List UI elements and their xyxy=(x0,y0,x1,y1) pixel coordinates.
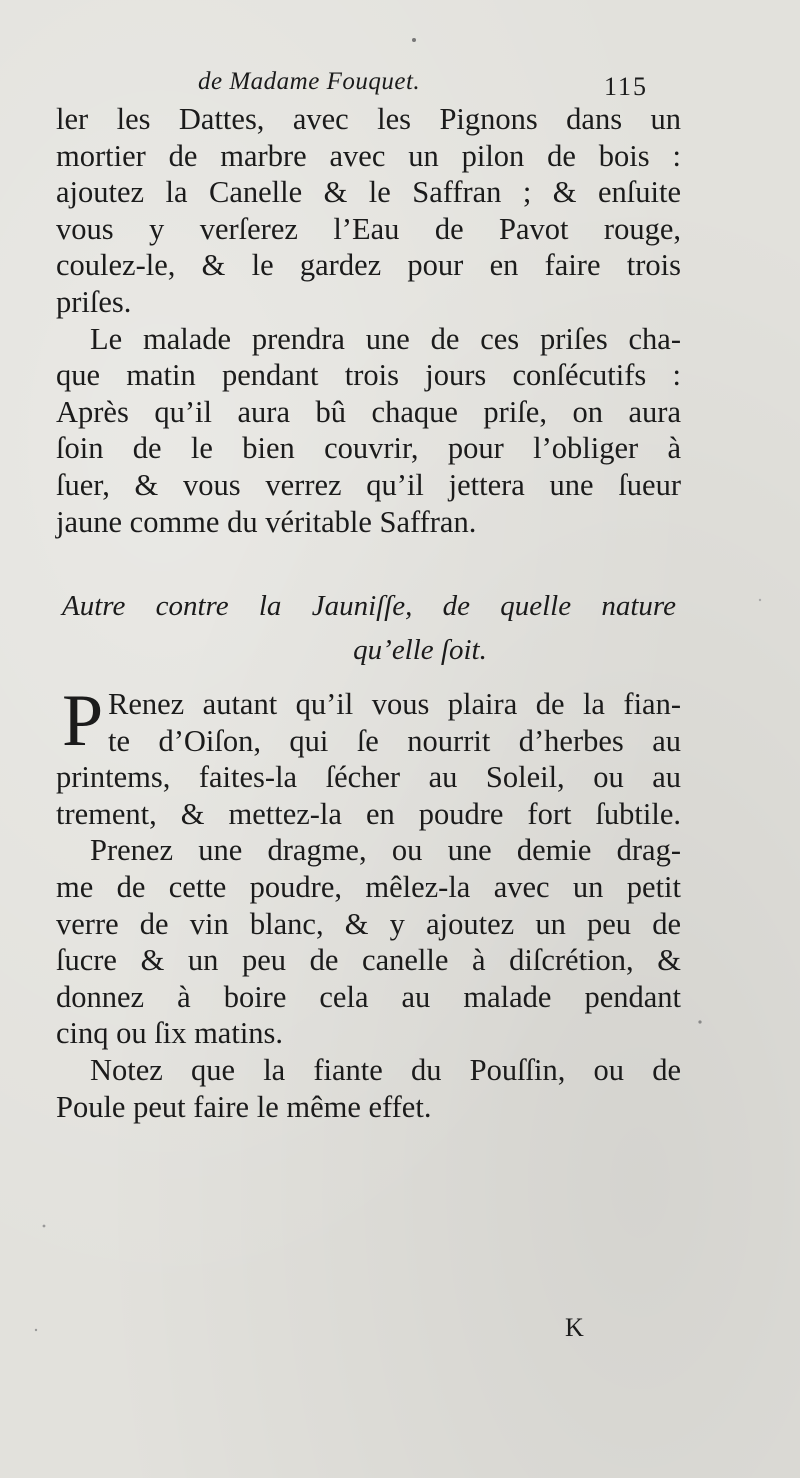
text-line: Prenez une dragme, ou une demie drag- xyxy=(90,833,681,868)
text-line: Renez autant qu’il vous plaira de la fian- xyxy=(108,687,681,721)
text-line: jaune comme du véritable Saffran. xyxy=(56,504,477,539)
text-line: Notez que la fiante du Pouſſin, ou de xyxy=(90,1052,681,1087)
text-line: verre de vin blanc, & y ajoutez un peu de xyxy=(56,906,681,941)
text-line: que matin pendant trois jours conſécutifs : xyxy=(56,358,681,393)
text-line: ſucre & un peu de canelle à diſcrétion, & xyxy=(56,943,681,978)
running-head xyxy=(0,62,800,102)
text-line: printems, faites-la ſécher au Soleil, ou au xyxy=(56,760,681,795)
text-line: cinq ou ſix matins. xyxy=(56,1016,284,1051)
text-line: te d’Oiſon, qui ſe nourrit d’herbes au xyxy=(108,723,681,758)
text-line: Poule peut faire le même effet. xyxy=(56,1089,432,1124)
body-text-bottom xyxy=(56,680,681,1125)
heading-line-1: Autre contre la Jauniſſe, de quelle nature xyxy=(62,590,676,622)
text-line: Le malade prendra une de ces priſes cha- xyxy=(90,321,681,356)
text-line: coulez-le, & le gardez pour en faire trois xyxy=(56,248,681,283)
page-number: 115 xyxy=(604,72,649,101)
text-line: priſes. xyxy=(56,284,132,319)
text-line: ſuer, & vous verrez qu’il jettera une ſueur xyxy=(56,467,681,502)
text-line: ajoutez la Canelle & le Saffran ; & enſuite xyxy=(56,175,681,210)
text-line: Après qu’il aura bû chaque priſe, on aura xyxy=(56,394,681,429)
text-line: me de cette poudre, mêlez-la avec un petit xyxy=(56,869,681,904)
catchword: K xyxy=(565,1313,584,1342)
text-line: ler les Dattes, avec les Pignons dans un xyxy=(56,102,681,136)
text-line: mortier de marbre avec un pilon de bois : xyxy=(56,138,681,173)
text-line: donnez à boire cela au malade pendant xyxy=(56,979,681,1014)
text-line: vous y verſerez l’Eau de Pavot rouge, xyxy=(56,211,681,246)
text-line: trement, & mettez-la en poudre fort ſubtile. xyxy=(56,796,681,831)
drop-cap: P xyxy=(62,680,104,762)
running-title: de Madame Fouquet. xyxy=(198,68,421,95)
body-text-top xyxy=(56,101,681,540)
heading-line-2: qu’elle ſoit. xyxy=(353,634,487,666)
text-line: ſoin de le bien couvrir, pour l’obliger à xyxy=(56,431,681,466)
